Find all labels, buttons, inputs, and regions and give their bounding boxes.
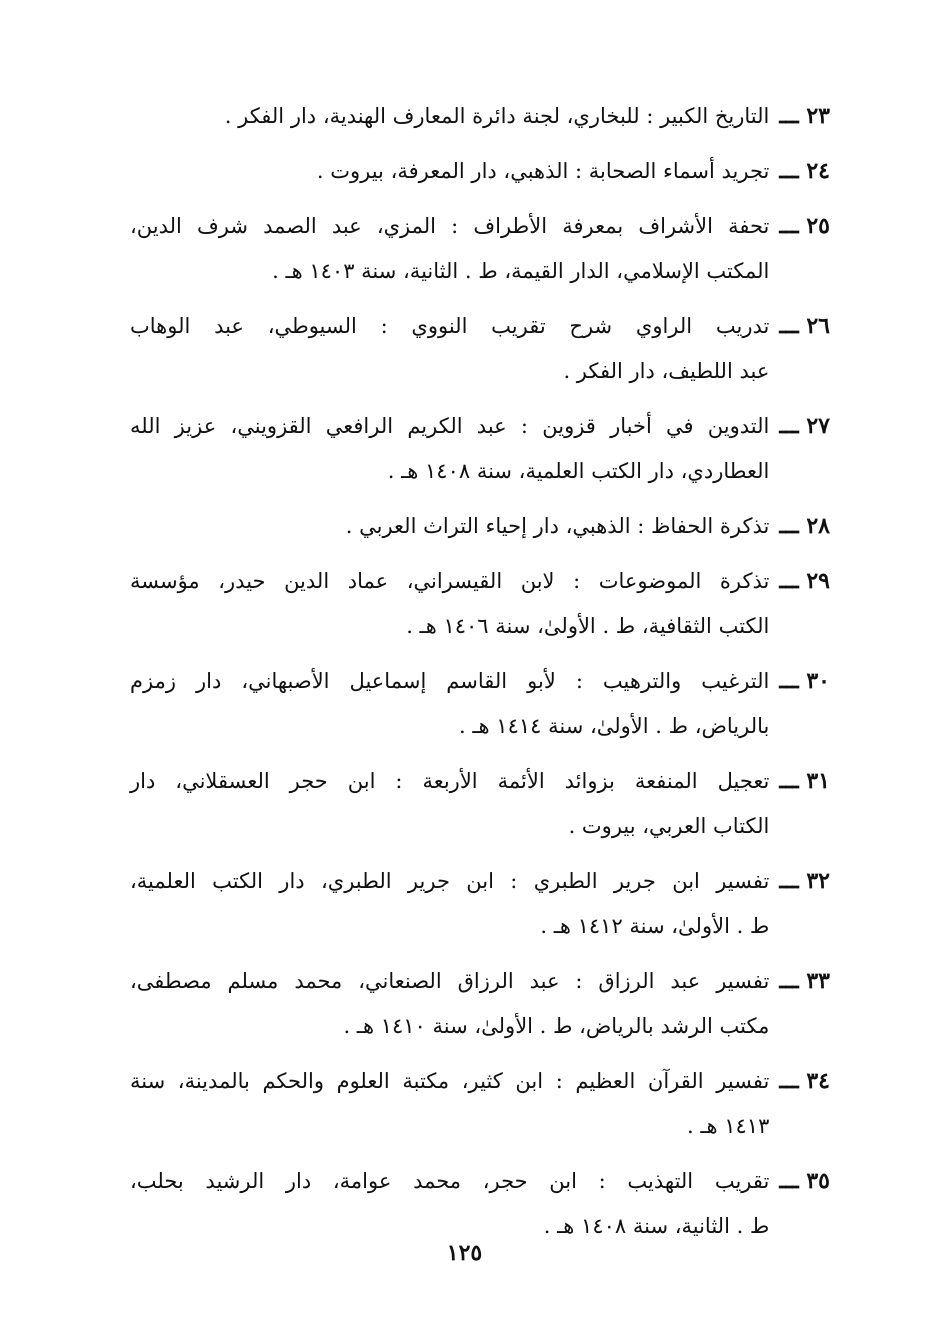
entry-number: ٢٧ ـــ (779, 413, 830, 439)
entry-number: ٢٨ ـــ (779, 513, 830, 539)
bibliography-entry (130, 204, 830, 294)
entry-number: ٣٥ ـــ (779, 1168, 830, 1194)
bibliography-entry (130, 859, 830, 949)
entry-line: التدوين في أخبار قزوين : عبد الكريم الرافعي القزويني، عزيز الله (130, 414, 770, 438)
entry-line: العطاردي، دار الكتب العلمية، سنة ١٤٠٨ هـ . (387, 459, 770, 483)
entry-line: تفسير ابن جرير الطبري : ابن جرير الطبري، دار الكتب العلمية، (130, 869, 770, 893)
bibliography-entry (130, 404, 830, 494)
entry-number: ٢٤ ـــ (779, 158, 830, 184)
entry-number: ٢٦ ـــ (779, 313, 830, 339)
entry-line: تجريد أسماء الصحابة : الذهبي، دار المعرفة، بيروت . (316, 159, 770, 183)
bibliography-entry (130, 1059, 830, 1149)
entry-line: تدريب الراوي شرح تقريب النووي : السيوطي، عبد الوهاب (130, 314, 770, 338)
entry-text (130, 149, 769, 194)
entry-number: ٣٢ ـــ (779, 868, 830, 894)
entry-number: ٢٥ ـــ (779, 213, 830, 239)
entry-number: ٣١ ـــ (779, 768, 830, 794)
bibliography-entry (130, 149, 830, 194)
entry-text (130, 304, 769, 394)
entry-line: تحفة الأشراف بمعرفة الأطراف : المزي، عبد الصمد شرف الدين، (130, 214, 770, 238)
bibliography-entry (130, 304, 830, 394)
bibliography-entry (130, 659, 830, 749)
entry-line: الكتاب العربي، بيروت . (568, 814, 770, 838)
entry-text (130, 1059, 769, 1149)
entry-line: تعجيل المنفعة بزوائد الأئمة الأربعة : ابن حجر العسقلاني، دار (130, 769, 770, 793)
entry-text (130, 504, 769, 549)
entry-line: تقريب التهذيب : ابن حجر، محمد عوامة، دار الرشيد بحلب، (130, 1169, 770, 1193)
page-number: ١٢٥ (446, 1240, 483, 1266)
entry-line: عبد اللطيف، دار الفكر . (563, 359, 770, 383)
entry-text (130, 204, 769, 294)
entry-text (130, 559, 769, 649)
bibliography-entry (130, 94, 830, 139)
entry-text (130, 759, 769, 849)
entry-line: التاريخ الكبير : للبخاري، لجنة دائرة المعارف الهندية، دار الفكر . (224, 104, 770, 128)
entry-line: تفسير عبد الرزاق : عبد الرزاق الصنعاني، محمد مسلم مصطفى، (130, 969, 770, 993)
entry-line: تفسير القرآن العظيم : ابن كثير، مكتبة العلوم والحكم بالمدينة، سنة (130, 1069, 770, 1093)
entry-number: ٢٣ ـــ (779, 103, 830, 129)
bibliography-entry (130, 759, 830, 849)
bibliography-entry (130, 504, 830, 549)
entry-line: بالرياض، ط . الأولىٰ، سنة ١٤١٤ هـ . (459, 714, 770, 738)
bibliography-list (130, 94, 830, 1259)
entry-number: ٣٠ ـــ (779, 668, 830, 694)
entry-line: ط . الأولىٰ، سنة ١٤١٢ هـ . (540, 914, 770, 938)
entry-number: ٢٩ ـــ (779, 568, 830, 594)
entry-line: مكتب الرشد بالرياض، ط . الأولىٰ، سنة ١٤١٠ هـ . (343, 1014, 770, 1038)
entry-line: تذكرة الحفاظ : الذهبي، دار إحياء التراث العربي . (345, 514, 770, 538)
entry-line: ط . الثانية، سنة ١٤٠٨ هـ . (543, 1214, 770, 1238)
bibliography-entry (130, 559, 830, 649)
entry-line: ١٤١٣ هـ . (686, 1114, 770, 1138)
entry-text (130, 1159, 769, 1249)
entry-number: ٣٤ ـــ (779, 1068, 830, 1094)
entry-line: تذكرة الموضوعات : لابن القيسراني، عماد الدين حيدر، مؤسسة (130, 569, 770, 593)
entry-text (130, 94, 769, 139)
entry-text (130, 959, 769, 1049)
bibliography-entry (130, 959, 830, 1049)
entry-number: ٣٣ ـــ (779, 968, 830, 994)
entry-text (130, 859, 769, 949)
entry-line: الكتب الثقافية، ط . الأولىٰ، سنة ١٤٠٦ هـ . (406, 614, 770, 638)
entry-line: المكتب الإسلامي، الدار القيمة، ط . الثانية، سنة ١٤٠٣ هـ . (272, 259, 770, 283)
bibliography-entry (130, 1159, 830, 1249)
entry-text (130, 659, 769, 749)
entry-line: الترغيب والترهيب : لأبو القاسم إسماعيل الأصبهاني، دار زمزم (130, 669, 770, 693)
entry-text (130, 404, 769, 494)
